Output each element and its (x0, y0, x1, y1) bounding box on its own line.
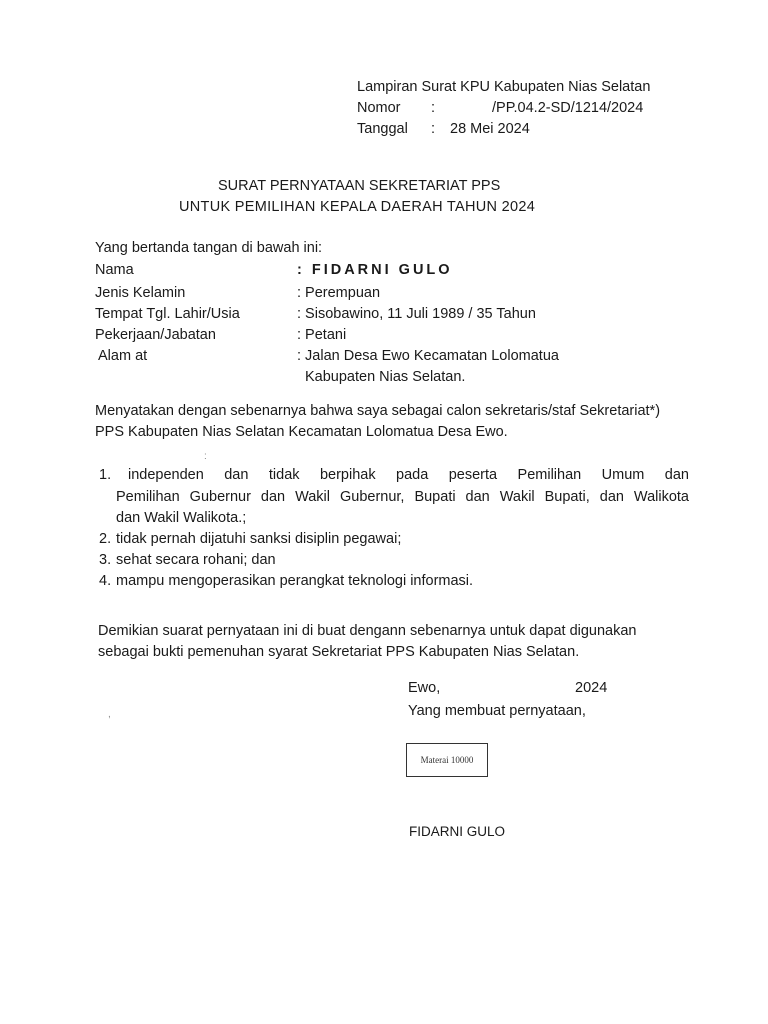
biodata-value-occupation: : Petani (297, 327, 347, 343)
signature-maker: Yang membuat pernyataan, (408, 703, 586, 719)
number-label: Nomor (357, 100, 401, 116)
closing-line2: sebagai bukti pemenuhan syarat Sekretariat PPS Kabupaten Nias Selatan. (98, 644, 580, 660)
list-number-2: 2. (99, 531, 112, 547)
biodata-label-occupation: Pekerjaan/Jabatan (95, 327, 216, 343)
date-value: 28 Mei 2024 (450, 121, 530, 137)
list-number-3: 3. (99, 552, 112, 568)
list-number-4: 4. (99, 573, 112, 589)
biodata-label-birth: Tempat Tgl. Lahir/Usia (95, 306, 240, 322)
attachment-heading: Lampiran Surat KPU Kabupaten Nias Selatan (357, 79, 651, 95)
closing-line1: Demikian suarat pernyataan ini di buat dengann sebenarnya untuk dapat digunakan (98, 623, 637, 639)
biodata-value-address: : Jalan Desa Ewo Kecamatan Lolomatua (297, 348, 559, 364)
stray-mark: , (108, 709, 111, 720)
biodata-value-birth: : Sisobawino, 11 Juli 1989 / 35 Tahun (297, 306, 536, 322)
biodata-label-gender: Jenis Kelamin (95, 285, 186, 301)
list-item-2: tidak pernah dijatuhi sanksi disiplin pegawai; (116, 531, 402, 547)
date-label: Tanggal (357, 121, 408, 137)
biodata-label-address: Alam at (98, 348, 148, 364)
list-item-3: sehat secara rohani; dan (116, 552, 276, 568)
signature-year: 2024 (575, 680, 608, 696)
statement-colon-mark: : (204, 451, 207, 462)
biodata-value-gender: : Perempuan (297, 285, 381, 301)
intro-text: Yang bertanda tangan di bawah ini: (95, 240, 323, 256)
signature-place: Ewo, (408, 680, 441, 696)
list-number-1: 1. (99, 467, 112, 483)
biodata-label-name: Nama (95, 262, 134, 278)
biodata-value-name: : FIDARNI GULO (297, 262, 453, 278)
list-item-1-line1: independen dan tidak berpihak pada peserta Pemilihan Umum dan (128, 467, 689, 483)
statement-line1: Menyatakan dengan sebenarnya bahwa saya sebagai calon sekretaris/staf Sekretariat*) (95, 403, 661, 419)
stamp-duty-box (406, 743, 488, 777)
list-item-4: mampu mengoperasikan perangkat teknologi informasi. (116, 573, 474, 589)
list-item-1-line2: Pemilihan Gubernur dan Wakil Gubernur, Bupati dan Wakil Bupati, dan Walikota (116, 489, 689, 505)
date-colon: : (431, 121, 436, 137)
number-colon: : (431, 100, 436, 116)
stamp-duty-label: Materai 10000 (420, 755, 474, 765)
document-title-line2: UNTUK PEMILIHAN KEPALA DAERAH TAHUN 2024 (179, 199, 536, 215)
signatory-name: FIDARNI GULO (409, 824, 506, 839)
biodata-value-address-cont: Kabupaten Nias Selatan. (305, 369, 466, 385)
statement-line2: PPS Kabupaten Nias Selatan Kecamatan Lolomatua Desa Ewo. (95, 424, 508, 440)
document-title-line1: SURAT PERNYATAAN SEKRETARIAT PPS (218, 178, 501, 194)
number-value: /PP.04.2-SD/1214/2024 (492, 100, 644, 116)
list-item-1-line3: dan Wakil Walikota.; (116, 510, 247, 526)
